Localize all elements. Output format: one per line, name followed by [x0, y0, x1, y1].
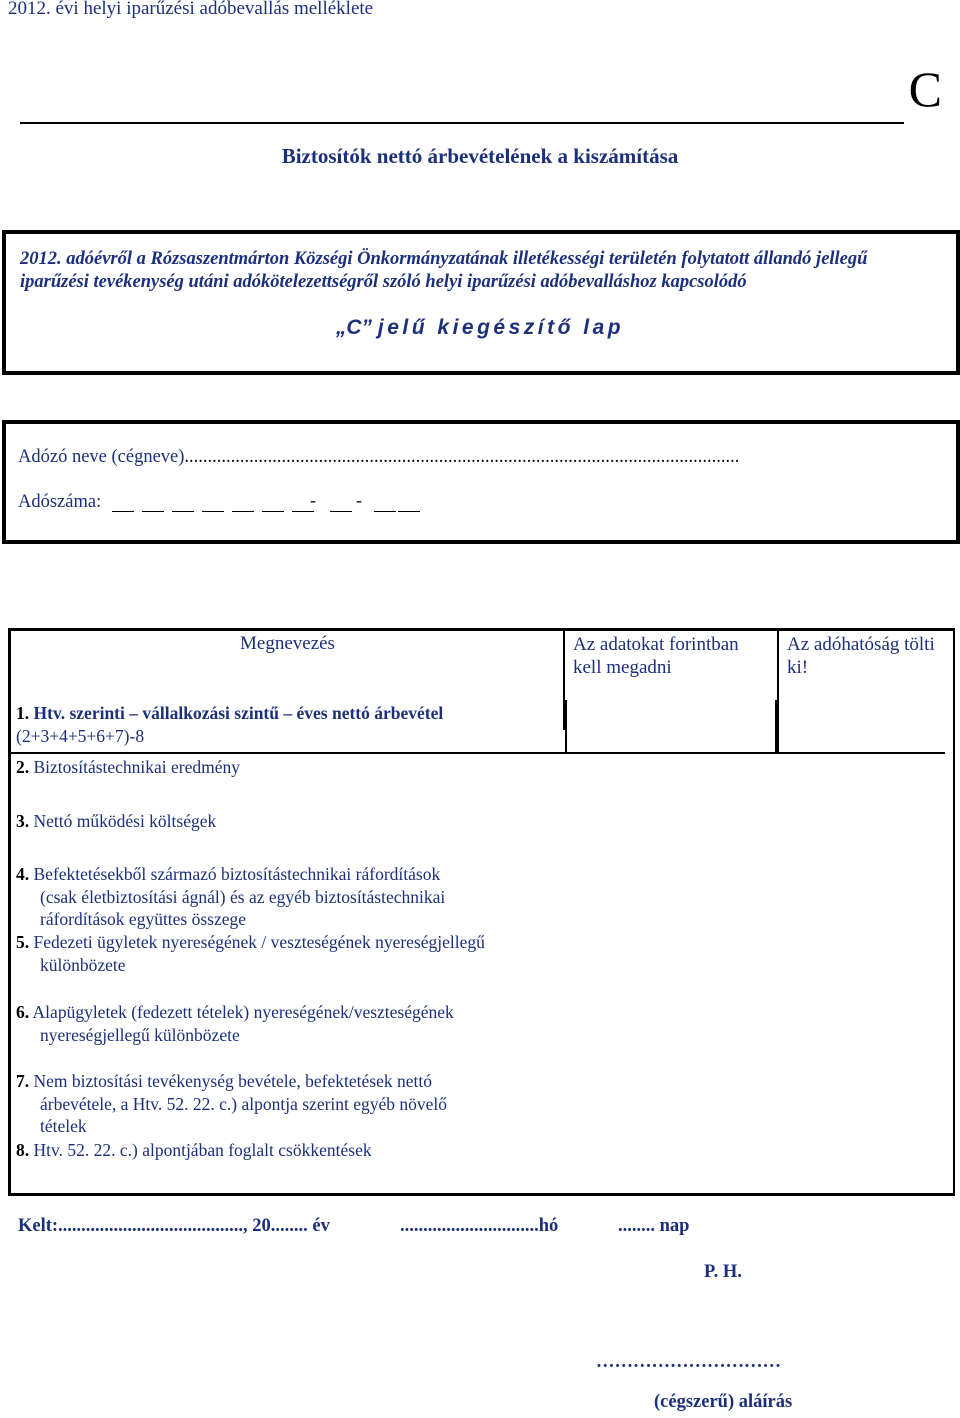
table-row	[16, 756, 556, 779]
column-header-amount	[573, 633, 739, 679]
date-month[interactable]: ..............................hó	[400, 1216, 559, 1236]
header-rule	[20, 122, 904, 124]
row-text: (csak életbiztosítási ágnál) és az egyéb biztosítástechnikai	[40, 886, 446, 907]
row-divider	[10, 752, 566, 754]
taxnum-separator: -	[356, 490, 362, 510]
intro-line-1: 2012. adóévről a Rózsaszentmárton Községi Önkormányzatának illetékességi területén folytatott állandó jellegű	[20, 249, 868, 269]
column-header-name: Megnevezés	[240, 633, 335, 654]
row-text: Alapügyletek (fedezett tételek) nyereségének/veszteségének	[32, 1002, 454, 1022]
taxnum-digit-blank[interactable]	[374, 511, 396, 512]
row-text: különbözete	[40, 954, 126, 975]
document-header-title: 2012. évi helyi iparűzési adóbevallás melléklete	[8, 0, 374, 19]
row-number: 5.	[16, 932, 30, 952]
column-header-authority-line2: ki!	[787, 657, 809, 678]
column-header-amount-line1: Az adatokat forintban	[573, 634, 739, 655]
row-text: Befektetésekből származó biztosítástechnikai ráfordítások	[33, 864, 441, 884]
row-number: 6.	[16, 1002, 30, 1022]
intro-line-2: iparűzési tevékenység utáni adókötelezettségről szóló helyi iparűzési adóbevalláshoz kapcsolódó	[20, 272, 747, 292]
table-row	[16, 702, 556, 747]
row-text: nyereségjellegű különbözete	[40, 1024, 240, 1045]
row-text: tételek	[40, 1116, 87, 1136]
column-header-amount-line2: kell megadni	[573, 657, 672, 678]
row-number: 4.	[16, 864, 30, 884]
row-text: (2+3+4+5+6+7)-8	[16, 725, 145, 746]
table-row	[16, 1139, 556, 1162]
stamp-placeholder: P. H.	[704, 1262, 742, 1282]
row-number: 8.	[16, 1140, 30, 1160]
row-number: 3.	[16, 811, 30, 831]
signature-label: (cégszerű) aláírás	[654, 1392, 793, 1412]
taxnum-digit-blank[interactable]	[232, 511, 254, 512]
taxpayer-name-field[interactable]: ........................................................................................................................	[184, 447, 740, 467]
row-text: árbevétele, a Htv. 52. 22. c.) alpontja szerint egyéb növelő	[40, 1093, 448, 1114]
column-header-authority-line1: Az adóhatóság tölti	[787, 634, 935, 655]
row-text: Htv. 52. 22. c.) alpontjában foglalt csökkentések	[33, 1140, 372, 1160]
amount-cell-1[interactable]	[565, 700, 777, 754]
row-number: 7.	[16, 1071, 30, 1091]
table-row	[16, 863, 556, 931]
row-text: Htv. szerinti – vállalkozási szintű – éves nettó árbevétel	[33, 703, 444, 723]
taxpayer-box	[2, 420, 960, 544]
sheet-label-prefix: „C”	[335, 316, 373, 339]
taxnum-digit-blank[interactable]	[202, 511, 224, 512]
taxnum-digit-blank[interactable]	[330, 511, 352, 512]
row-number: 2.	[16, 757, 30, 777]
signature-dots[interactable]: …………………………	[596, 1352, 781, 1372]
sheet-label-rest: jelű kiegészítő lap	[377, 316, 625, 339]
row-text: Nem biztosítási tevékenység bevétele, befektetések nettó	[33, 1071, 432, 1091]
taxnum-digit-blank[interactable]	[398, 511, 420, 512]
main-title: Biztosítók nettó árbevételének a kiszámítása	[281, 144, 679, 168]
taxnum-digit-blank[interactable]	[262, 511, 284, 512]
row-text: ráfordítások együttes összege	[40, 909, 247, 929]
taxpayer-name-row	[18, 447, 739, 468]
taxpayer-taxnum-label: Adószáma:	[18, 492, 102, 512]
taxnum-digit-blank[interactable]	[292, 511, 314, 512]
row-text: Biztosítástechnikai eredmény	[33, 757, 241, 777]
table-row	[16, 810, 556, 833]
row-text: Nettó működési költségek	[33, 811, 217, 831]
column-header-authority	[787, 633, 935, 679]
table-row	[16, 1001, 556, 1046]
taxnum-separator: -	[310, 490, 316, 510]
date-line[interactable]: Kelt:........................................, 20........ év	[18, 1216, 330, 1236]
intro-text	[20, 248, 944, 294]
taxnum-digit-blank[interactable]	[172, 511, 194, 512]
row-number: 1.	[16, 703, 30, 723]
taxnum-digit-blank[interactable]	[112, 511, 134, 512]
taxpayer-name-label: Adózó neve (cégneve)	[18, 447, 185, 467]
row-text: Fedezeti ügyletek nyereségének / veszteségének nyereségjellegű	[33, 932, 485, 952]
sheet-label	[0, 316, 960, 340]
taxnum-digit-blank[interactable]	[142, 511, 164, 512]
table-row	[16, 931, 556, 976]
date-day[interactable]: ........ nap	[618, 1216, 690, 1236]
table-row	[16, 1070, 556, 1138]
form-letter: C	[908, 61, 942, 117]
authority-cell-1	[777, 700, 945, 754]
